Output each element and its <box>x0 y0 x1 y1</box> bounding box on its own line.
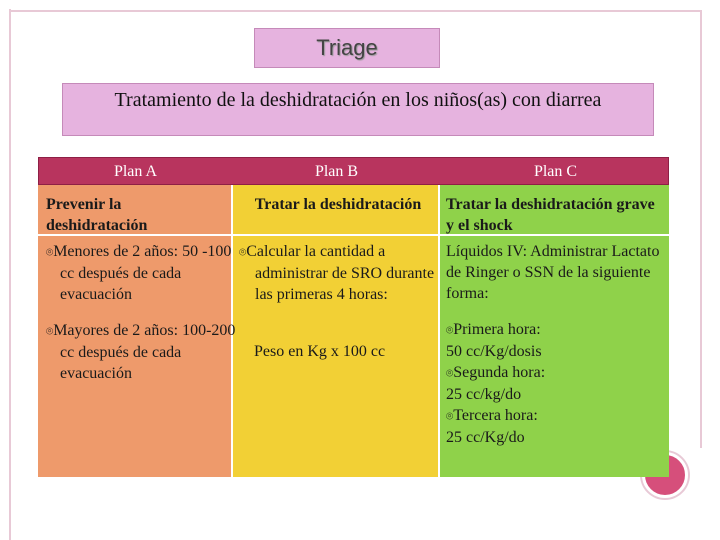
plan-c-item-dose: 25 cc/Kg/do <box>446 429 525 446</box>
goal-plan-c: Tratar la deshidratación grave y el shock <box>446 196 655 234</box>
header-plan-b: Plan B <box>314 163 359 180</box>
bullet-icon: ⌾ <box>46 324 54 338</box>
plan-c-item-label: Primera hora: <box>453 321 541 338</box>
plan-a-bullet-1-text: Menores de 2 años: 50 -100 cc después de cada evacuación <box>53 243 232 303</box>
plan-c-item-dose: 25 cc/kg/do <box>446 386 522 403</box>
plan-a-bullet-1 <box>46 241 242 305</box>
table-header-row <box>38 157 669 185</box>
slide-subtitle: Tratamiento de la deshidratación en los niños(as) con diarrea <box>62 83 654 136</box>
plan-a-bullet-2-text: Mayores de 2 años: 100-200 cc después de cada evacuación <box>53 322 236 382</box>
goal-plan-a: Prevenir la deshidratación <box>46 196 148 234</box>
bullet-icon: ⌾ <box>446 409 454 423</box>
plan-b-bullet-1-text: Calcular la cantidad a administrar de SRO durante las primeras 4 horas: <box>246 243 435 303</box>
bullet-icon: ⌾ <box>239 245 247 259</box>
plan-b-column <box>233 185 438 477</box>
plan-c-item <box>446 405 664 427</box>
bullet-icon: ⌾ <box>446 366 454 380</box>
plan-a-bullet-2 <box>46 320 242 384</box>
slide-frame-top <box>10 10 700 13</box>
slide-frame-right <box>700 10 703 448</box>
bullet-icon: ⌾ <box>446 323 454 337</box>
slide-frame-left <box>9 9 12 540</box>
goal-plan-b: Tratar la deshidratación <box>254 196 422 213</box>
plan-c-item-dose: 50 cc/Kg/dosis <box>446 343 542 360</box>
plan-c-item-label: Segunda hora: <box>453 364 546 381</box>
plan-b-formula: Peso en Kg x 100 cc <box>254 343 386 360</box>
header-plan-a: Plan A <box>113 163 158 180</box>
plan-b-bullet-1 <box>237 241 435 305</box>
treatment-table <box>38 157 669 477</box>
bullet-icon: ⌾ <box>46 245 54 259</box>
plan-c-item-label: Tercera hora: <box>453 407 538 424</box>
plan-c-list <box>446 319 664 448</box>
slide-title: Triage <box>254 28 440 68</box>
plan-c-item <box>446 362 664 384</box>
header-plan-c: Plan C <box>533 163 578 180</box>
plan-c-intro: Líquidos IV: Administrar Lactato de Ringer o SSN de la siguiente forma: <box>446 243 660 302</box>
plan-c-item <box>446 319 664 341</box>
